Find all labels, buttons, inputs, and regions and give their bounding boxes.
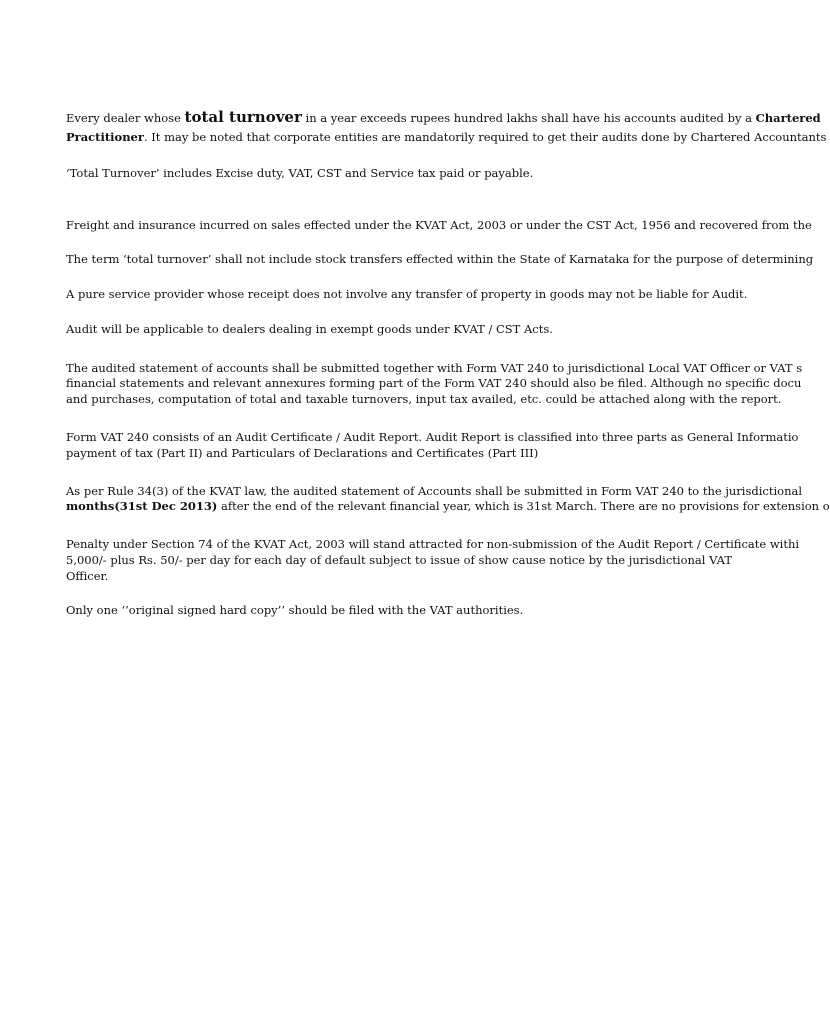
paragraph-2: ‘Total Turnover’ includes Excise duty, VAT, CST and Service tax paid or payable. [66,166,534,180]
paragraph-9-line-1: As per Rule 34(3) of the KVAT law, the audited statement of Accounts shall be submitted in Form VAT 240 to the jurisdictional [66,484,803,498]
paragraph-7-line-3: and purchases, computation of total and taxable turnovers, input tax availed, etc. could be attached along with the report. [66,392,782,406]
paragraph-10-line-3: Officer. [66,569,109,583]
paragraph-6: Audit will be applicable to dealers dealing in exempt goods under KVAT / CST Acts. [66,322,553,336]
paragraph-4: The term ‘total turnover’ shall not include stock transfers effected within the State of Karnataka for the purpose of determining [66,252,814,266]
paragraph-10-line-2: 5,000/- plus Rs. 50/- per day for each day of default subject to issue of show cause notice by the jurisdictional VAT [66,553,732,567]
paragraph-7-line-2: financial statements and relevant annexures forming part of the Form VAT 240 should also be filed. Although no specific docu [66,376,802,390]
paragraph-11: Only one ‘’original signed hard copy’’ should be filed with the VAT authorities. [66,603,524,617]
p9-months-deadline: months(31st Dec 2013) [66,499,218,513]
paragraph-8-line-1: Form VAT 240 consists of an Audit Certificate / Audit Report. Audit Report is classified into three parts as General Informatio [66,430,799,444]
paragraph-9-line-2 [66,499,830,513]
paragraph-1-line-1 [66,110,821,125]
p9-text-rest: after the end of the relevant financial year, which is 31st March. There are no provisions for extension o [217,499,830,513]
paragraph-3: Freight and insurance incurred on sales effected under the KVAT Act, 2003 or under the CST Act, 1956 and recovered from the [66,218,812,232]
p1-practitioner: Practitioner [66,130,144,144]
paragraph-5: A pure service provider whose receipt does not involve any transfer of property in goods may not be liable for Audit. [66,287,748,301]
p1-total-turnover: total turnover [184,108,302,126]
paragraph-8-line-2: payment of tax (Part II) and Particulars of Declarations and Certificates (Part III) [66,446,539,460]
paragraph-1-line-2 [66,130,826,144]
paragraph-10-line-1: Penalty under Section 74 of the KVAT Act, 2003 will stand attracted for non-submission of the Audit Report / Certificate withi [66,537,800,551]
p1-chartered: Chartered [755,111,821,125]
paragraph-7-line-1: The audited statement of accounts shall be submitted together with Form VAT 240 to jurisdictional Local VAT Officer or VAT s [66,361,803,375]
p1-text-a: Every dealer whose [66,111,185,125]
p1-text-c: in a year exceeds rupees hundred lakhs shall have his accounts audited by a [301,111,756,125]
p1-text-f: . It may be noted that corporate entities are mandatorily required to get their audits done by Chartered Accountants [143,130,827,144]
